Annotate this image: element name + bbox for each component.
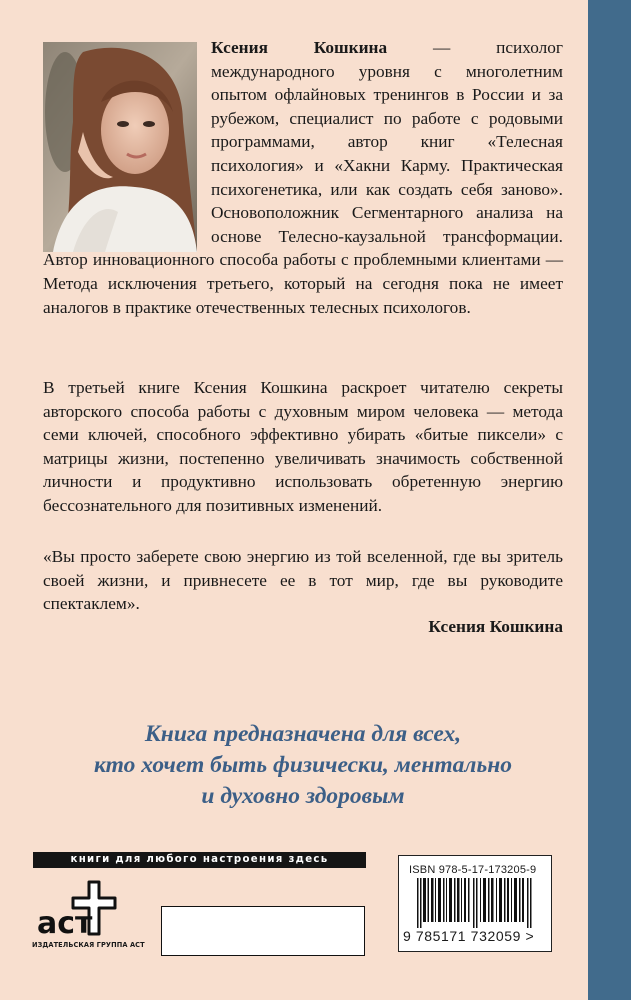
quote-author: Ксения Кошкина: [428, 617, 563, 636]
isbn-barcode: [398, 855, 552, 952]
tagline-line-2: кто хочет быть физически, ментально: [94, 752, 512, 778]
series-label: книги для любого настроения здесь: [33, 852, 366, 868]
tagline: [43, 719, 563, 812]
author-name: Ксения Кошкина: [211, 38, 388, 57]
publisher-caption: ИЗДАТЕЛЬСКАЯ ГРУППА АСТ: [32, 941, 145, 949]
publisher-logo-text: аст: [37, 906, 93, 940]
tagline-line-1: Книга предназначена для всех,: [144, 721, 462, 747]
author-quote: «Вы просто заберете свою энергию из той вселенной, где вы зритель своей жизни, и привнесете ее в тот мир, где вы руководите спектаклем».: [43, 547, 563, 614]
author-bio-text: — психолог международного уровня с многолетним опытом офлайновых тренингов в России и за рубежом, специалист по работе с родовыми программами, автор книг «Телесная психология» и «Хакни Карму. Практическая психогенетика, или как создать себя заново». Основоположник Сегментарного анализа на основе Телесно-каузальной трансформации. Автор инновационного способа работы с проблемными клиентами — Метода исключения третьего, который на сегодня пока не имеет аналогов в практике отечественных телесных психологов.: [43, 38, 563, 317]
blank-label-box: [161, 906, 365, 956]
tagline-line-3: и духовно здоровым: [201, 783, 405, 809]
book-description: В третьей книге Ксения Кошкина раскроет читателю секреты авторского способа работы с духовным миром человека — метода семи ключей, способного эффективно убирать «битые пиксели» с матрицы жизни, постепенно увеличивать значимость собственной личности и продуктивно использовать обретенную энергию бессознательного для позитивных изменений.: [43, 378, 563, 515]
barcode-digits: 9 785171 732059 >: [403, 928, 535, 944]
author-bio: [43, 36, 563, 319]
spine-color-band: [588, 0, 631, 1000]
isbn-label: ISBN 978-5-17-173205-9: [409, 864, 537, 876]
barcode-bars: [417, 878, 537, 928]
